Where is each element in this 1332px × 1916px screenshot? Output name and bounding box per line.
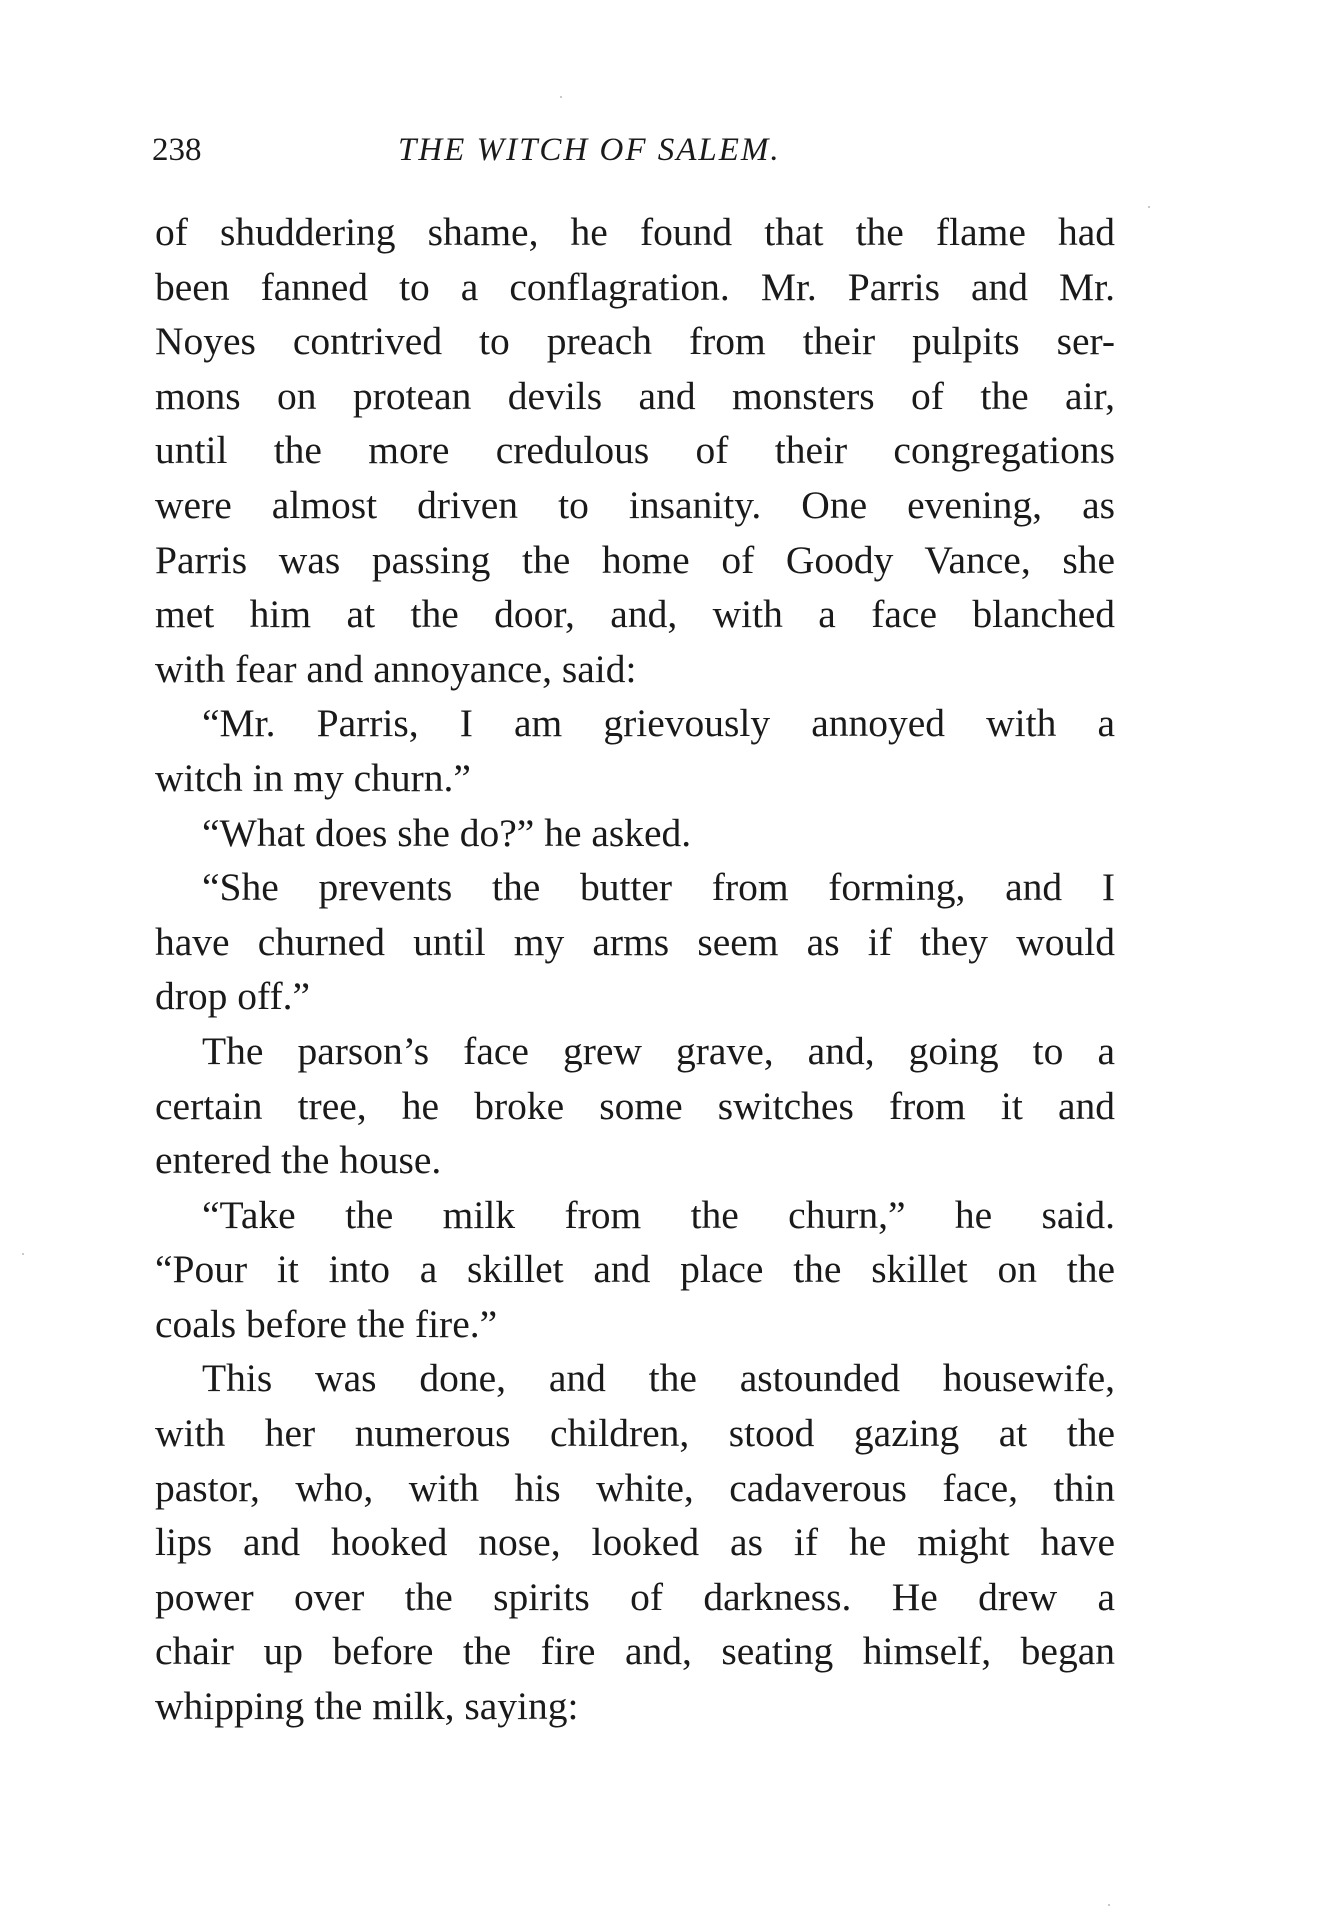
text-line: until the more credulous of their congregations [155, 428, 1115, 473]
text-line: lips and hooked nose, looked as if he might have [155, 1520, 1115, 1565]
text-line: “What does she do?” he asked. [202, 810, 692, 855]
text-line: of shuddering shame, he found that the flame had [155, 210, 1115, 254]
paper-speck [1148, 206, 1150, 208]
text-line: have churned until my arms seem as if they would [155, 919, 1115, 964]
text-line: witch in my churn.” [155, 755, 471, 800]
text-line: entered the house. [155, 1138, 442, 1183]
text-line: pastor, who, with his white, cadaverous face, thin [155, 1465, 1115, 1510]
running-head [152, 128, 1112, 172]
text-line: whipping the milk, saying: [155, 1684, 579, 1729]
text-line: This was done, and the astounded housewife, [202, 1356, 1115, 1401]
text-line: Parris was passing the home of Goody Vance, she [155, 537, 1115, 582]
text-line: “Mr. Parris, I am grievously annoyed with a [202, 701, 1115, 746]
text-line: were almost driven to insanity. One evening, as [155, 482, 1115, 527]
text-line: coals before the fire.” [155, 1301, 498, 1346]
running-title: THE WITCH OF SALEM. [398, 132, 781, 168]
text-line: “She prevents the butter from forming, and I [202, 865, 1115, 910]
text-line: with fear and annoyance, said: [155, 646, 637, 691]
paper-speck [1108, 1904, 1110, 1906]
paper-speck [22, 1253, 24, 1255]
text-line: certain tree, he broke some switches from it and [155, 1083, 1115, 1128]
text-line: “Pour it into a skillet and place the skillet on the [155, 1247, 1115, 1292]
text-line: been fanned to a conflagration. Mr. Parris and Mr. [155, 264, 1115, 309]
text-line: with her numerous children, stood gazing at the [155, 1411, 1115, 1456]
text-line: power over the spirits of darkness. He drew a [155, 1574, 1115, 1619]
text-line: chair up before the fire and, seating himself, began [155, 1629, 1115, 1674]
text-line: met him at the door, and, with a face blanched [155, 592, 1115, 637]
text-line: The parson’s face grew grave, and, going to a [202, 1028, 1115, 1073]
page-number: 238 [152, 132, 202, 168]
paper-speck [560, 96, 562, 98]
text-line: Noyes contrived to preach from their pulpits ser- [155, 319, 1115, 364]
body-text [155, 205, 1115, 1734]
text-line: “Take the milk from the churn,” he said. [202, 1192, 1115, 1237]
text-line: mons on protean devils and monsters of the air, [155, 373, 1115, 418]
text-line: drop off.” [155, 974, 311, 1019]
